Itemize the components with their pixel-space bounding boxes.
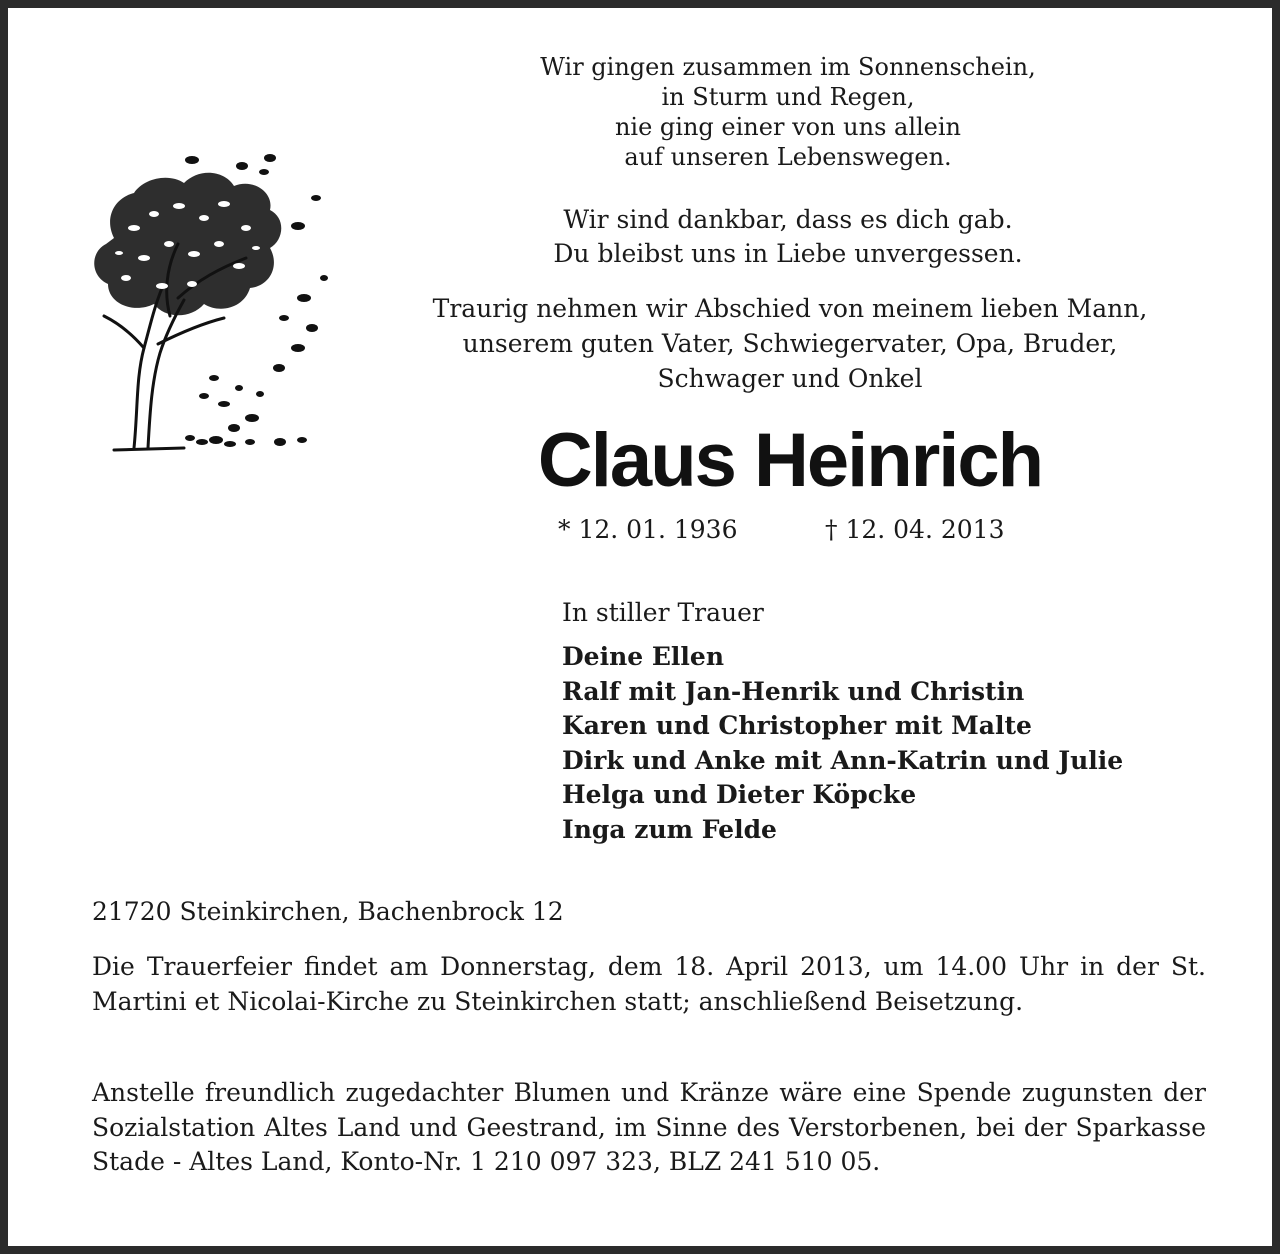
poem-line: Wir gingen zusammen im Sonnenschein,	[540, 53, 1036, 81]
poem-line: in Sturm und Regen,	[661, 83, 915, 111]
farewell-intro	[338, 291, 1242, 396]
birth-date: * 12. 01. 1936	[558, 515, 738, 544]
deceased-name: Claus Heinrich	[537, 418, 1043, 503]
list-item: Deine Ellen	[562, 642, 724, 671]
funeral-notice: Die Trauerfeier findet am Donnerstag, dem 18. April 2013, um 14.00 Uhr in der St. Martini et Nicolai-Kirche zu Steinkirchen statt; anschließend Beisetzung.	[92, 952, 1206, 1016]
poem-stanza-1	[338, 52, 1238, 172]
poem-line: Du bleibst uns in Liebe unvergessen.	[553, 239, 1023, 268]
poem-stanza-2	[338, 203, 1238, 271]
donation-notice: Anstelle freundlich zugedachter Blumen und Kränze wäre eine Spende zugunsten der Sozialstation Altes Land und Geestrand, im Sinne des Verstorbenen, bei der Sparkasse Stade - Altes Land, Konto-Nr. 1 210 097 323, BLZ 241 510 05.	[92, 1078, 1206, 1176]
poem-line: auf unseren Lebenswegen.	[624, 143, 952, 171]
list-item: Dirk und Anke mit Ann-Katrin und Julie	[562, 745, 1124, 775]
poem-line: Wir sind dankbar, dass es dich gab.	[563, 205, 1013, 234]
tree-in-wind-icon	[74, 148, 334, 458]
intro-line: Traurig nehmen wir Abschied von meinem lieben Mann,	[432, 294, 1148, 323]
address: 21720 Steinkirchen, Bachenbrock 12	[92, 897, 564, 926]
death-date: † 12. 04. 2013	[825, 515, 1005, 544]
mourning-label: In stiller Trauer	[562, 598, 764, 627]
intro-line: unserem guten Vater, Schwiegervater, Opa, Bruder,	[462, 329, 1118, 358]
list-item: Karen und Christopher mit Malte	[562, 711, 1032, 740]
list-item: Inga zum Felde	[562, 814, 777, 844]
list-item: Ralf mit Jan-Henrik und Christin	[562, 676, 1025, 706]
poem-line: nie ging einer von uns allein	[614, 113, 962, 141]
mourner-list	[562, 640, 1123, 847]
list-item: Helga und Dieter Köpcke	[562, 780, 917, 809]
intro-line: Schwager und Onkel	[657, 364, 923, 393]
